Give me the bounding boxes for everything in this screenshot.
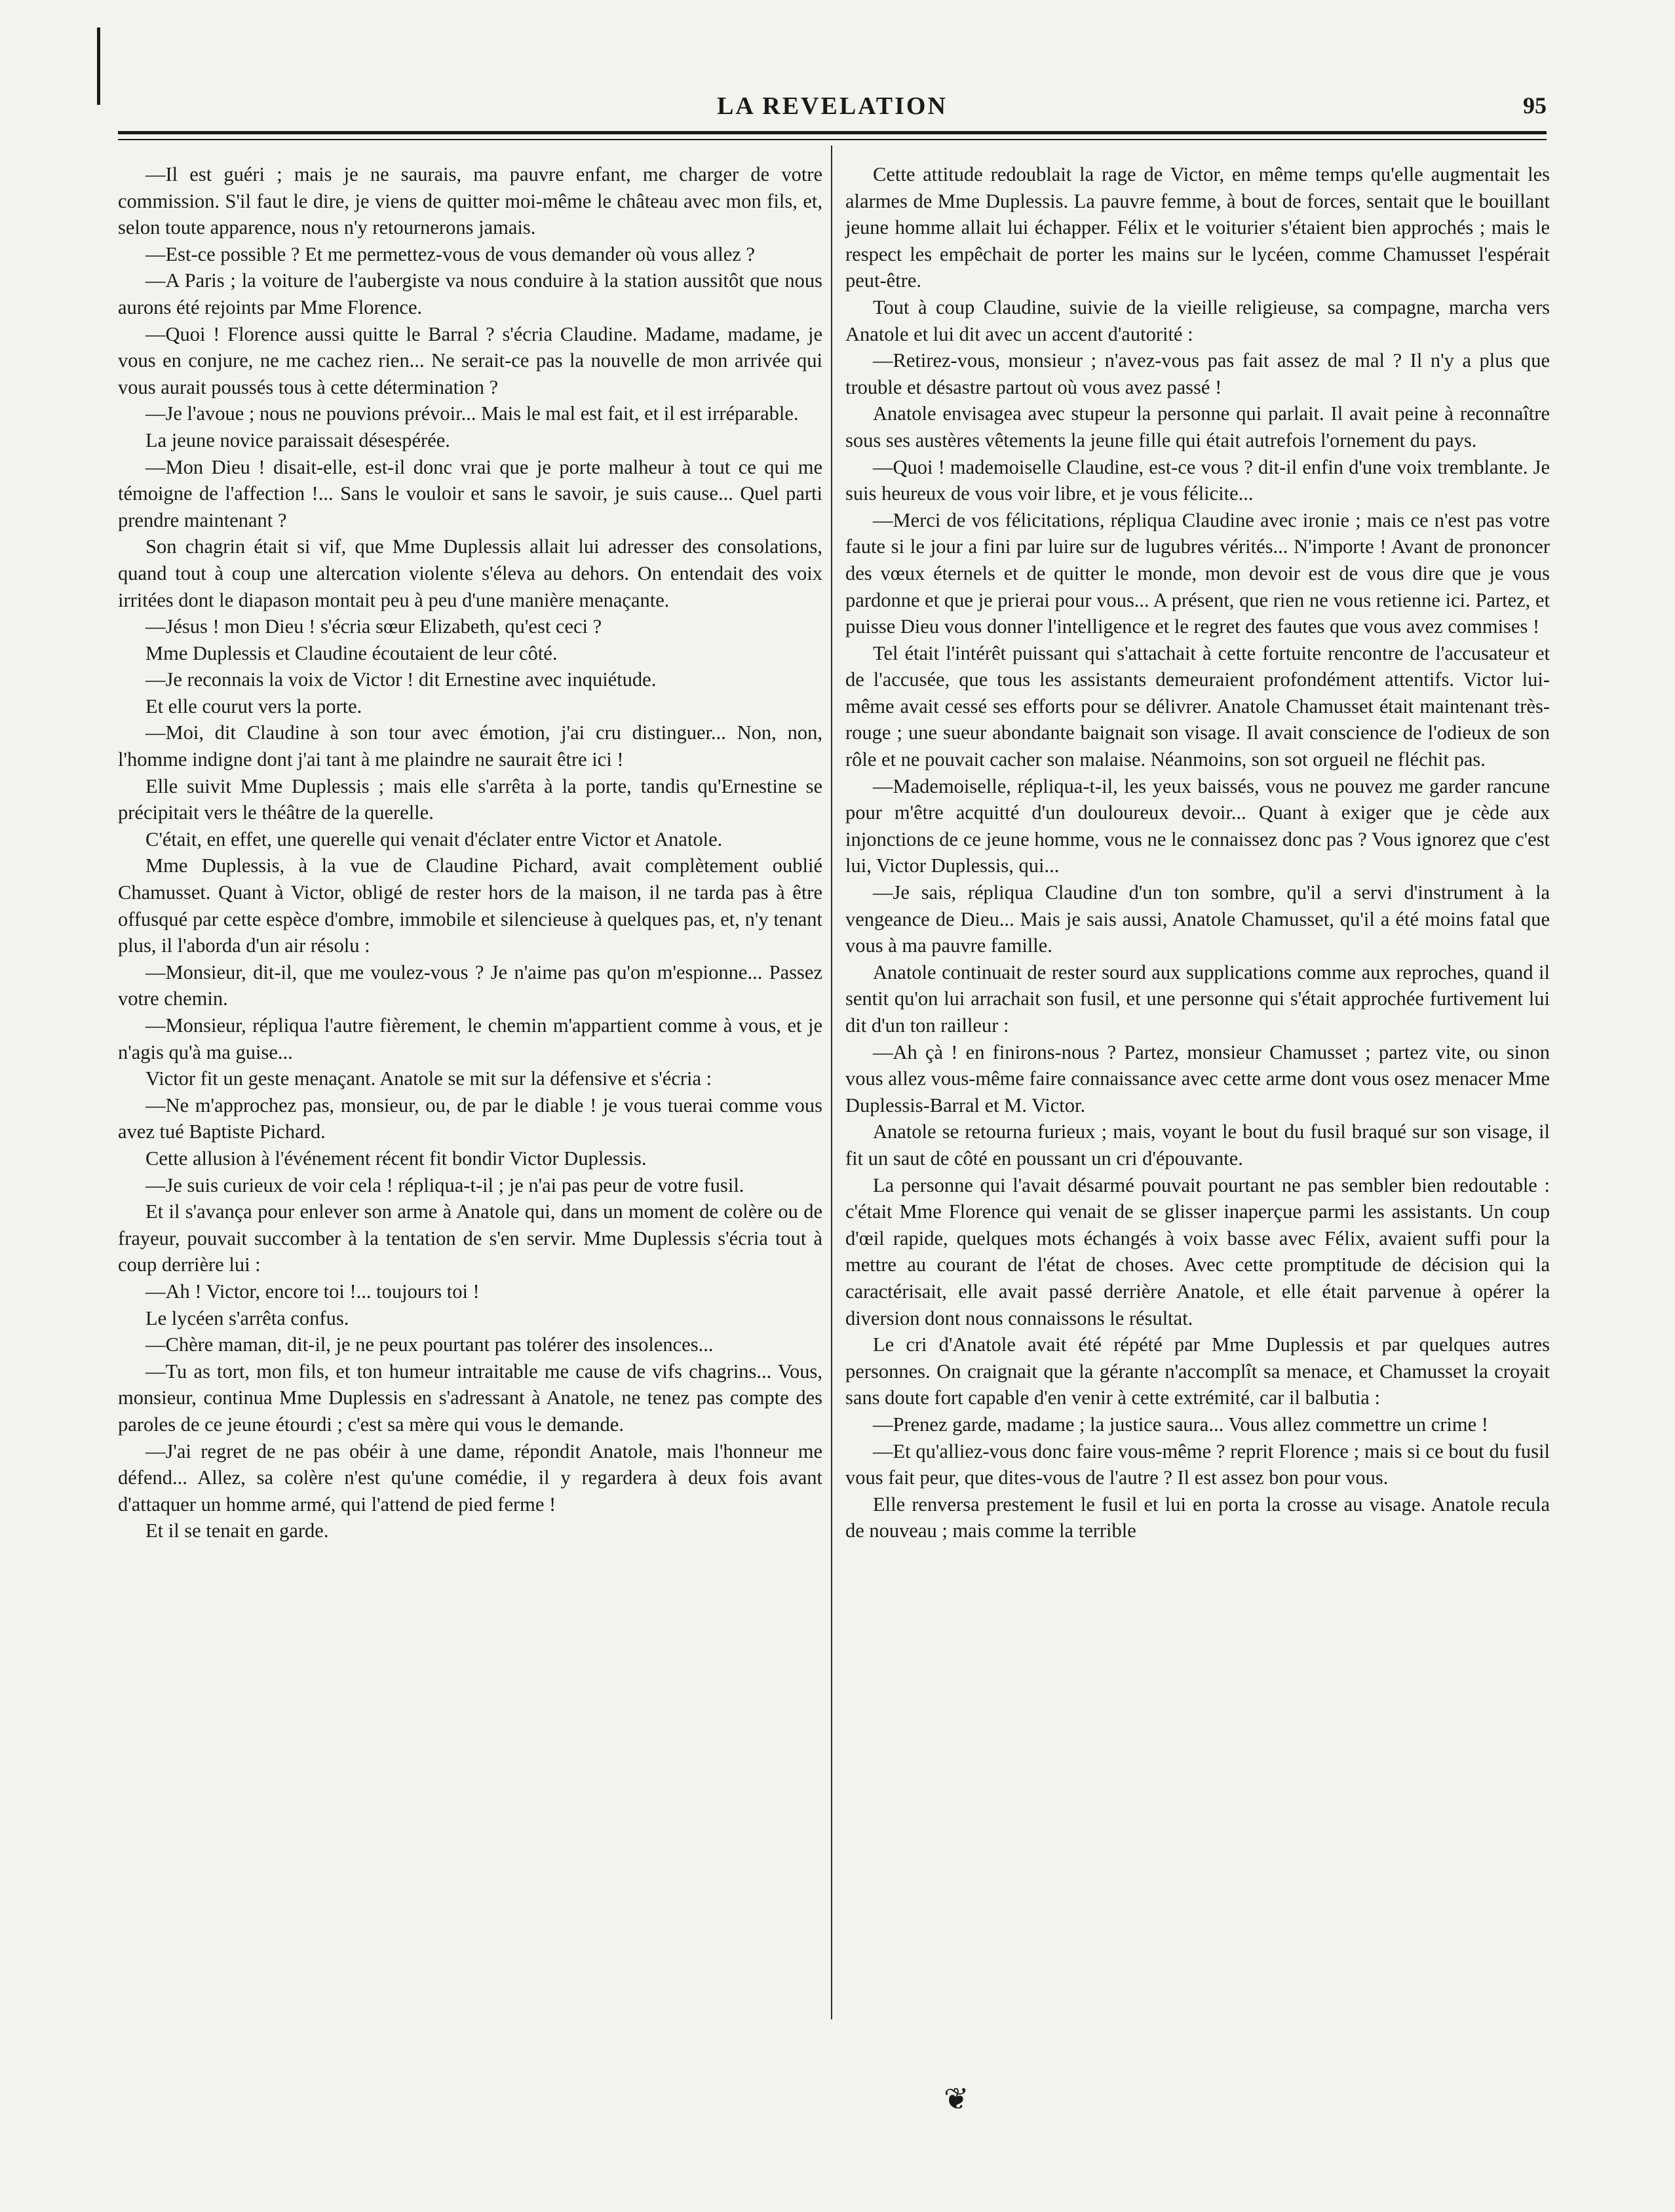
paragraph: Tout à coup Claudine, suivie de la vieille religieuse, sa compagne, marcha vers Anatole et lui dit avec un accent d'autorité : — [845, 296, 1550, 345]
paragraph: —Mon Dieu ! disait-elle, est-il donc vrai que je porte malheur à tout ce qui me témoigne de l'affection !... Sans le vouloir et sans le savoir, je suis cause... Quel parti prendre maintenant ? — [118, 455, 822, 531]
paragraph: Son chagrin était si vif, que Mme Duplessis allait lui adresser des consolations, quand tout à coup une altercation violente s'éleva au dehors. On entendait des voix irritées dont le diapason montait peu à peu d'une manière menaçante. — [118, 535, 822, 611]
paragraph: —Tu as tort, mon fils, et ton humeur intraitable me cause de vifs chagrins... Vous, monsieur, continua Mme Duplessis en s'adressant à Anatole, ne tenez pas compte des paroles de ce jeune étourdi ; c'est sa mère qui vous le demande. — [118, 1360, 822, 1436]
paragraph: —Je reconnais la voix de Victor ! dit Ernestine avec inquiétude. — [145, 668, 657, 691]
paragraph: —Ah ! Victor, encore toi !... toujours toi ! — [145, 1280, 480, 1303]
paragraph: —Ah çà ! en finirons-nous ? Partez, monsieur Chamusset ; partez vite, ou sinon vous allez vous-même faire connaissance avec cette arme dont vous osez menacer Mme Duplessis-Barral et M. Victor. — [845, 1040, 1550, 1116]
paragraph: Et il se tenait en garde. — [145, 1519, 329, 1542]
paragraph: La personne qui l'avait désarmé pouvait pourtant ne pas sembler bien redoutable : c'était Mme Florence qui venait de se glisser inaperçue parmi les assistants. Un coup d'œil rapide, quelques mots échangés à voix basse avec Félix, avaient suffi pour la mettre au courant de l'état de choses. Avec cette promptitude de décision qui la caractérisait, elle avait passé derrière Anatole, et elle était parvenue à opérer la diversion dont nous connaissons le résultat. — [845, 1173, 1550, 1329]
paragraph: Cette attitude redoublait la rage de Victor, en même temps qu'elle augmentait les alarmes de Mme Duplessis. La pauvre femme, à bout de forces, sentait que le bouillant jeune homme allait lui échapper. Félix et le voiturier s'étaient bien approchés ; mais le respect les empêchait de porter les mains sur le lycéen, comme Chamusset l'espérait peut-être. — [845, 163, 1550, 292]
paragraph: —J'ai regret de ne pas obéir à une dame, répondit Anatole, mais l'honneur me défend... Allez, sa colère n'est qu'une comédie, il y regardera à deux fois avant d'attaquer un homme armé, qui l'attend de pied ferme ! — [118, 1440, 822, 1516]
paragraph: —Est-ce possible ? Et me permettez-vous de vous demander où vous allez ? — [145, 242, 755, 265]
paragraph: —Chère maman, dit-il, je ne peux pourtant pas tolérer des insolences... — [145, 1333, 714, 1356]
paragraph: Le lycéen s'arrêta confus. — [145, 1306, 349, 1329]
paragraph: —Je sais, répliqua Claudine d'un ton sombre, qu'il a servi d'instrument à la vengeance de Dieu... Mais je sais aussi, Anatole Chamusset, qu'il a été moins fatal que vous à ma pauvre famille. — [845, 881, 1550, 957]
paragraph: C'était, en effet, une querelle qui venait d'éclater entre Victor et Anatole. — [145, 828, 723, 850]
paragraph: —Moi, dit Claudine à son tour avec émotion, j'ai cru distinguer... Non, non, l'homme indigne dont j'ai tant à me plaindre ne saurait être ici ! — [118, 721, 822, 771]
paragraph: Tel était l'intérêt puissant qui s'attachait à cette fortuite rencontre de l'accusateur et de l'accusée, que tous les assistants demeuraient profondément attentifs. Victor lui-même avait cessé ses efforts pour se délivrer. Anatole Chamusset était maintenant très-rouge ; une sueur abondante baignait son visage. Il avait conscience de l'odieux de son rôle et ne pouvait cacher son malaise. Néanmoins, son sot orgueil ne fléchit pas. — [845, 641, 1550, 771]
paragraph: Mme Duplessis et Claudine écoutaient de leur côté. — [145, 641, 558, 664]
right-column — [845, 161, 1550, 1544]
paragraph: —Ne m'approchez pas, monsieur, ou, de par le diable ! je vous tuerai comme vous avez tué Baptiste Pichard. — [118, 1094, 822, 1143]
paragraph: Et il s'avança pour enlever son arme à Anatole qui, dans un moment de colère ou de frayeur, pouvait succomber à la tentation de s'en servir. Mme Duplessis s'écria tout à coup derrière lui : — [118, 1200, 822, 1276]
running-title: LA REVELATION — [717, 92, 948, 120]
left-column — [118, 161, 822, 1544]
paragraph: —A Paris ; la voiture de l'aubergiste va nous conduire à la station aussitôt que nous aurons été rejoints par Mme Florence. — [118, 269, 822, 318]
paragraph: —Quoi ! Florence aussi quitte le Barral ? s'écria Claudine. Madame, madame, je vous en conjure, ne me cachez rien... Ne serait-ce pas la nouvelle de mon arrivée qui vous aurait poussés tous à cette détermination ? — [118, 322, 822, 398]
paragraph: —Mademoiselle, répliqua-t-il, les yeux baissés, vous ne pouvez me garder rancune pour m'être acquitté d'un douloureux devoir... Quant à exiger que je cède aux injonctions de ce jeune homme, vous ne le connaissez donc pas ? Vous ignorez que c'est lui, Victor Duplessis, qui... — [845, 774, 1550, 877]
paragraph: —Je l'avoue ; nous ne pouvions prévoir... Mais le mal est fait, et il est irréparable. — [145, 402, 799, 425]
paragraph: Anatole continuait de rester sourd aux supplications comme aux reproches, quand il sentit qu'on lui arrachait son fusil, et une personne qui s'était approchée furtivement lui dit d'un ton railleur : — [845, 961, 1550, 1037]
paragraph: Et elle courut vers la porte. — [145, 695, 362, 717]
paragraph: Elle renversa prestement le fusil et lui en porta la crosse au visage. Anatole recula de nouveau ; mais comme la terrible — [845, 1493, 1550, 1542]
column-divider — [831, 145, 832, 2019]
paragraph: Victor fit un geste menaçant. Anatole se mit sur la défensive et s'écria : — [145, 1067, 712, 1090]
paragraph: —Prenez garde, madame ; la justice saura... Vous allez commettre un crime ! — [873, 1413, 1488, 1436]
margin-mark — [97, 28, 100, 105]
paragraph: —Jésus ! mon Dieu ! s'écria sœur Elizabeth, qu'est ceci ? — [145, 615, 602, 638]
paragraph: —Monsieur, dit-il, que me voulez-vous ? Je n'aime pas qu'on m'espionne... Passez votre chemin. — [118, 961, 822, 1010]
paragraph: Le cri d'Anatole avait été répété par Mme Duplessis et par quelques autres personnes. On craignait que la gérante n'accomplît sa menace, et Chamusset la croyait sans doute fort capable d'en venir à cette extrémité, car il balbutia : — [845, 1333, 1550, 1409]
header-rule — [118, 131, 1547, 134]
page-header — [118, 92, 1547, 118]
ornament-icon: ❦ — [944, 2081, 969, 2116]
header-rule-thin — [118, 139, 1547, 140]
paragraph: Anatole envisagea avec stupeur la personne qui parlait. Il avait peine à reconnaître sous ses austères vêtements la jeune fille qui était autrefois l'ornement du pays. — [845, 402, 1550, 451]
paragraph: Cette allusion à l'événement récent fit bondir Victor Duplessis. — [145, 1147, 647, 1170]
paragraph: Anatole se retourna furieux ; mais, voyant le bout du fusil braqué sur son visage, il fit un saut de côté en poussant un cri d'épouvante. — [845, 1120, 1550, 1170]
paragraph: —Quoi ! mademoiselle Claudine, est-ce vous ? dit-il enfin d'une voix tremblante. Je suis heureux de vous voir libre, et je vous félicite... — [845, 455, 1550, 505]
paragraph: La jeune novice paraissait désespérée. — [145, 429, 450, 451]
paragraph: —Retirez-vous, monsieur ; n'avez-vous pas fait assez de mal ? Il n'y a plus que trouble et désastre partout où vous avez passé ! — [845, 349, 1550, 398]
paragraph: Mme Duplessis, à la vue de Claudine Pichard, avait complètement oublié Chamusset. Quant à Victor, obligé de rester hors de la maison, il ne tarda pas à être offusqué par cette espèce d'ombre, immobile et silencieuse à quelques pas, et, n'y tenant plus, il l'aborda d'un air résolu : — [118, 854, 822, 957]
paragraph: —Et qu'alliez-vous donc faire vous-même ? reprit Florence ; mais si ce bout du fusil vous fait peur, que dites-vous de l'autre ? Il est assez bon pour vous. — [845, 1440, 1550, 1489]
paragraph: —Il est guéri ; mais je ne saurais, ma pauvre enfant, me charger de votre commission. S'il faut le dire, je viens de quitter moi-même le château avec mon fils, et, selon toute apparence, nous n'y retournerons jamais. — [118, 163, 822, 239]
paragraph: —Je suis curieux de voir cela ! répliqua-t-il ; je n'ai pas peur de votre fusil. — [145, 1173, 744, 1196]
paragraph: Elle suivit Mme Duplessis ; mais elle s'arrêta à la porte, tandis qu'Ernestine se précipitait vers le théâtre de la querelle. — [118, 774, 822, 824]
paragraph: —Monsieur, répliqua l'autre fièrement, le chemin m'appartient comme à vous, et je n'agis qu'à ma guise... — [118, 1014, 822, 1063]
page-number: 95 — [1523, 92, 1547, 119]
paragraph: —Merci de vos félicitations, répliqua Claudine avec ironie ; mais ce n'est pas votre faute si le jour a fini par luire sur de lugubres vérités... N'importe ! Avant de prononcer des vœux éternels et de quitter le monde, mon devoir est de vous dire que je vous pardonne et que je prierai pour vous... A présent, que rien ne vous retienne ici. Partez, et puisse Dieu vous donner l'intelligence et le regret des fautes que vous avez commises ! — [845, 508, 1550, 638]
